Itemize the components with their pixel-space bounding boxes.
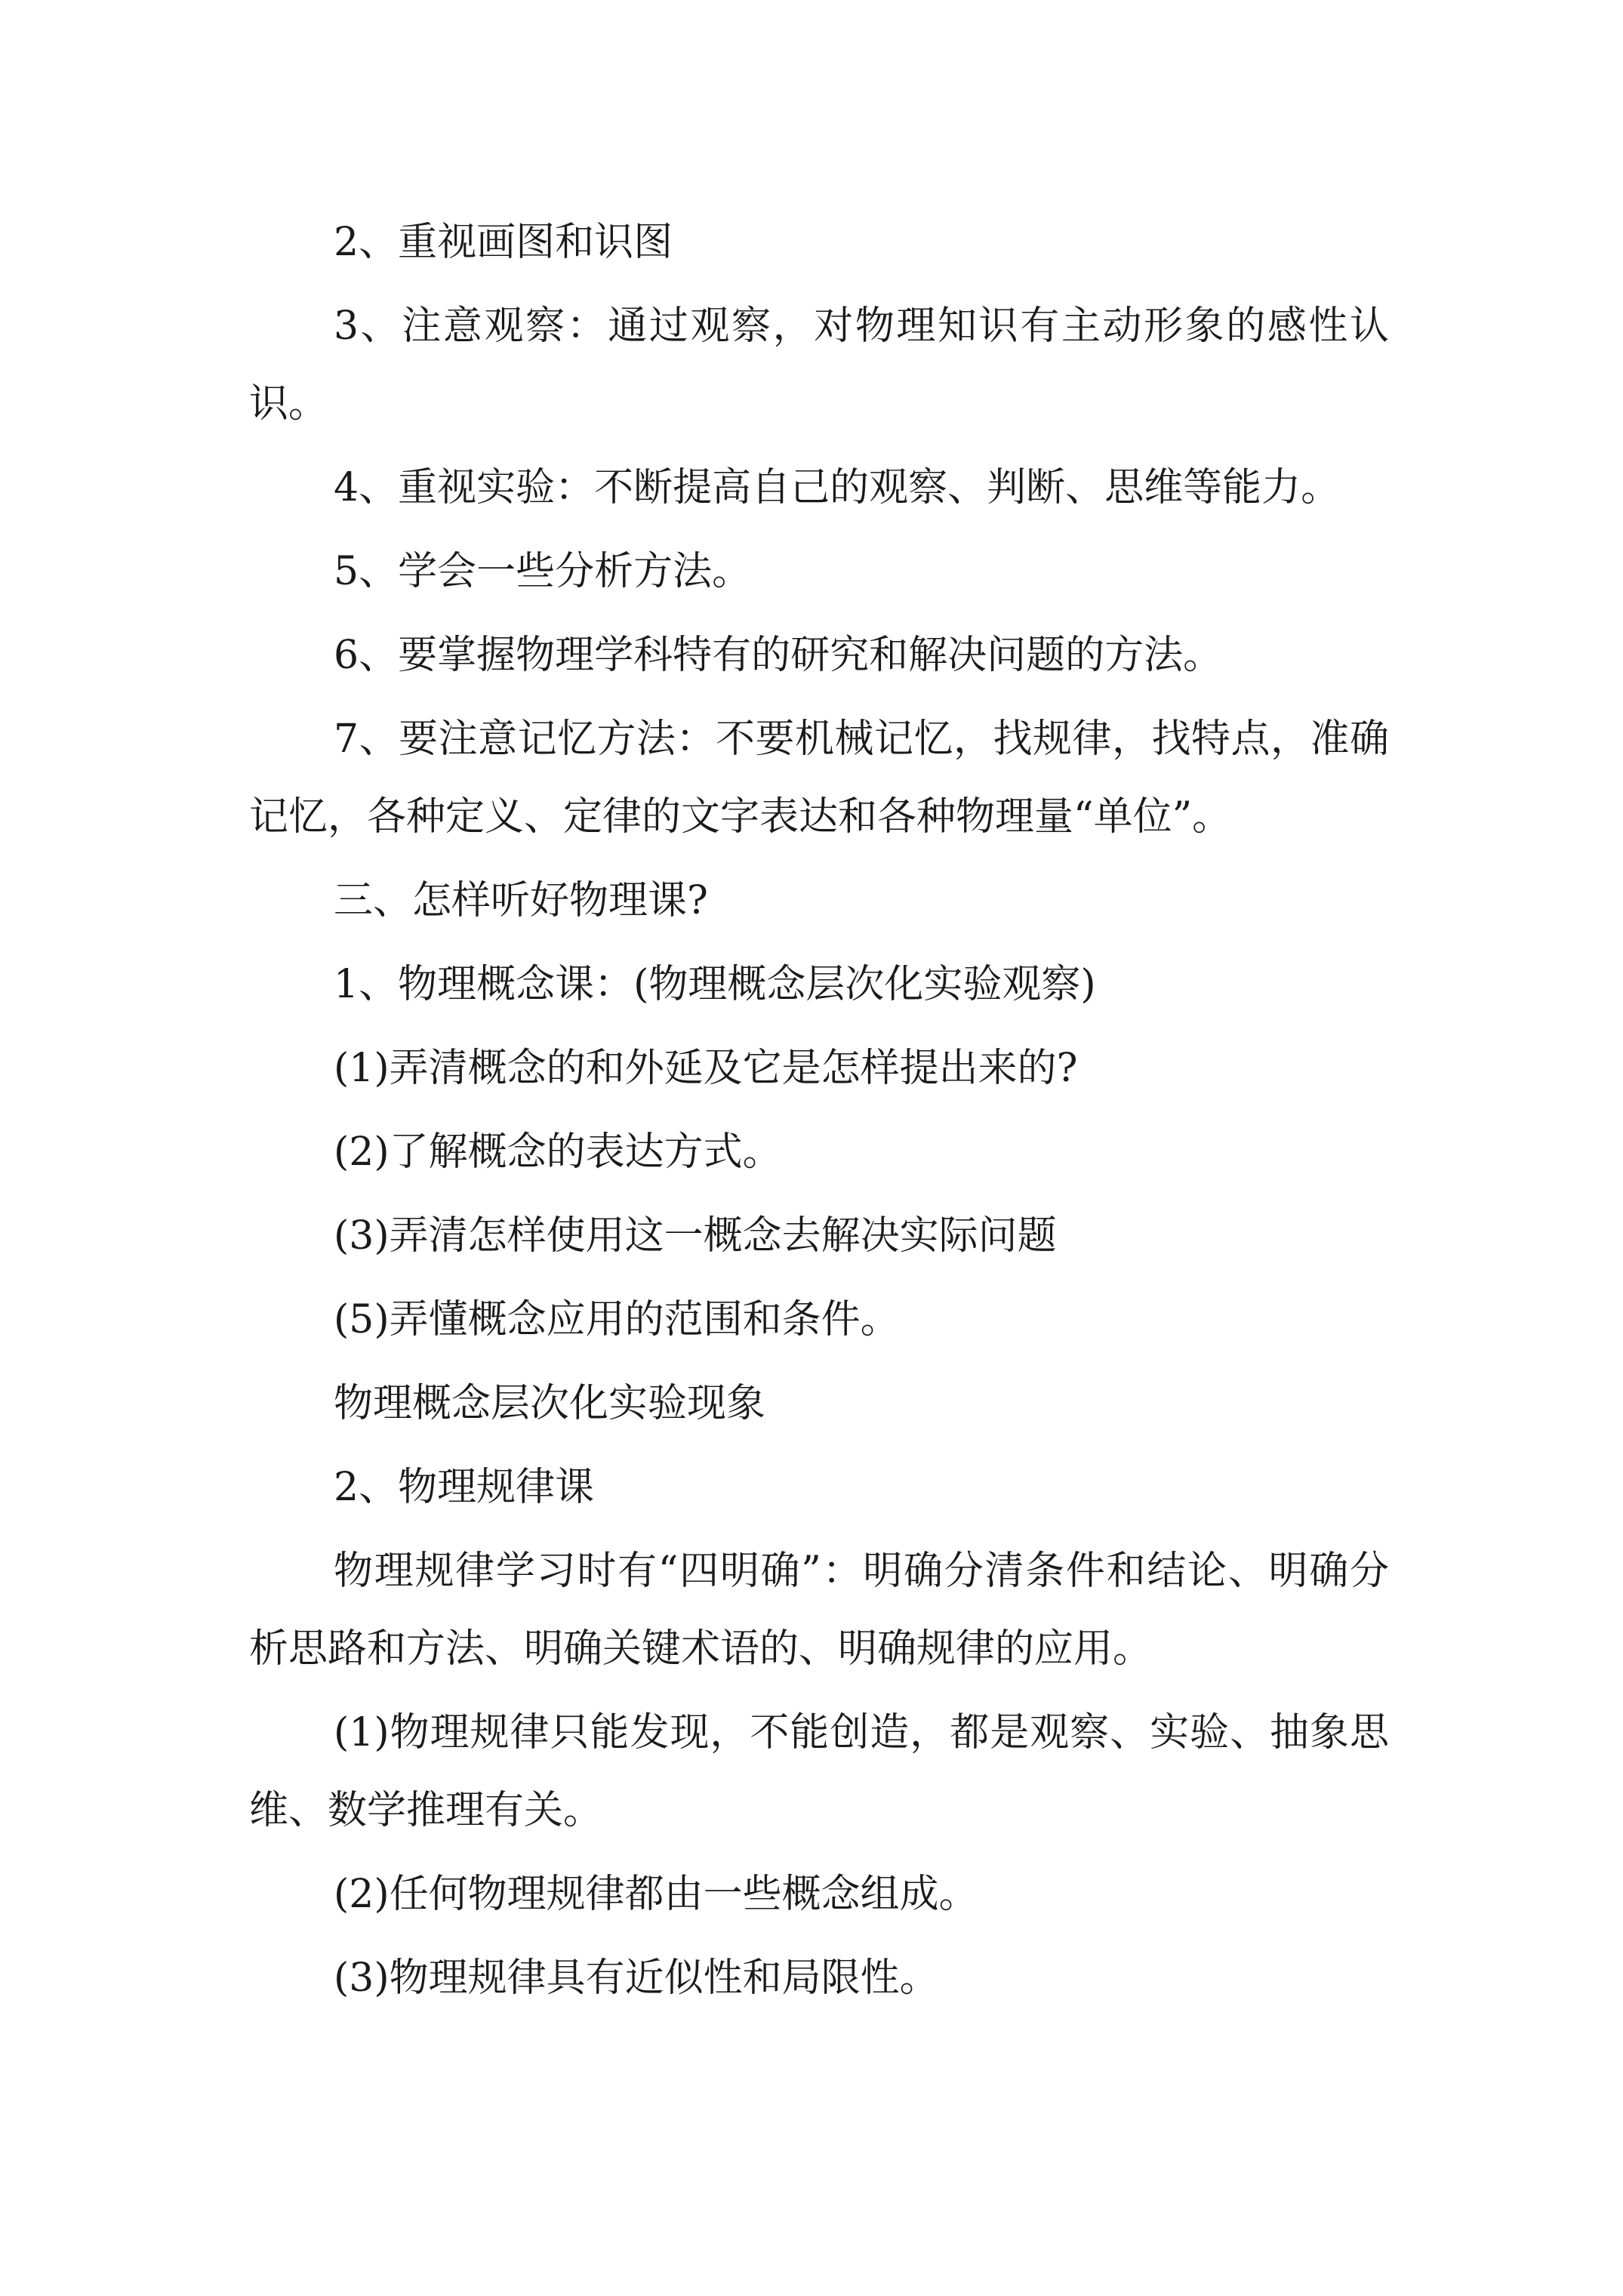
paragraph-2: 3、注意观察：通过观察，对物理知识有主动形象的感性认识。 [249, 304, 1389, 427]
paragraph-11: (3)弄清怎样使用这一概念去解决实际问题 [334, 1213, 1057, 1259]
paragraph-12: (5)弄懂概念应用的范围和条件。 [334, 1297, 900, 1342]
paragraph-4: 5、学会一些分析方法。 [334, 549, 752, 594]
paragraph-8: 1、物理概念课：(物理概念层次化实验观察) [334, 962, 1096, 1007]
paragraph-1: 2、重视画图和识图 [334, 220, 673, 265]
paragraph-3: 4、重视实验：不断提高自己的观察、判断、思维等能力。 [334, 465, 1341, 510]
section-heading: 三、怎样听好物理课? [334, 878, 708, 923]
paragraph-16: (1)物理规律只能发现，不能创造，都是观察、实验、抽象思维、数学推理有关。 [249, 1710, 1389, 1833]
paragraph-5: 6、要掌握物理学科特有的研究和解决问题的方法。 [334, 633, 1223, 678]
paragraph-15: 物理规律学习时有“四明确”：明确分清条件和结论、明确分析思路和方法、明确关键术语的、明确规律的应用。 [249, 1549, 1389, 1672]
document-body [249, 204, 1389, 2023]
paragraph-17: (2)任何物理规律都由一些概念组成。 [334, 1872, 978, 1917]
paragraph-9: (1)弄清概念的和外延及它是怎样提出来的? [334, 1046, 1078, 1091]
paragraph-13: 物理概念层次化实验现象 [334, 1381, 766, 1426]
paragraph-14: 2、物理规律课 [334, 1465, 595, 1510]
paragraph-6: 7、要注意记忆方法：不要机械记忆，找规律，找特点，准确记忆，各种定义、定律的文字表达和各种物理量“单位”。 [249, 717, 1389, 840]
paragraph-18: (3)物理规律具有近似性和局限性。 [334, 1955, 939, 2001]
paragraph-10: (2)了解概念的表达方式。 [334, 1130, 782, 1175]
